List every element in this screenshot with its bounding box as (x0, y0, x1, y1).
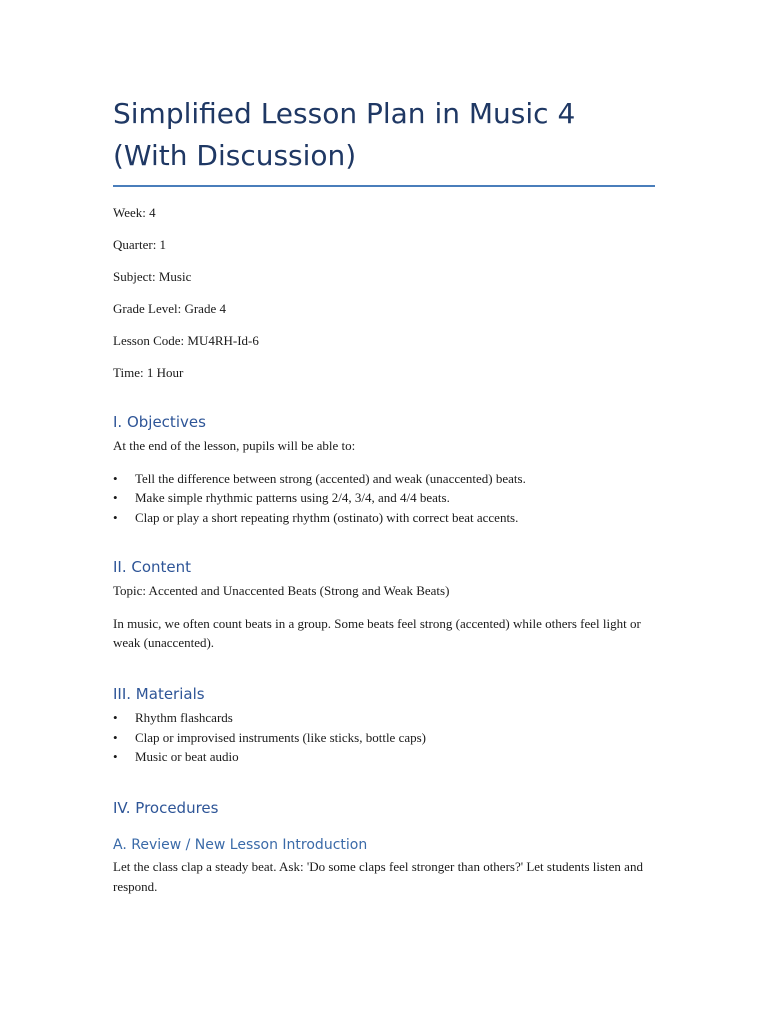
bullet-icon: • (113, 729, 118, 745)
materials-list (113, 708, 655, 767)
lesson-metadata (113, 205, 655, 381)
section-materials (113, 684, 655, 767)
meta-quarter: Quarter: 1 (113, 237, 167, 252)
bullet-icon: • (113, 509, 118, 525)
procedure-a-body: Let the class clap a steady beat. Ask: 'Do some claps feel stronger than others?' Let students listen and respond. (113, 859, 643, 894)
section-content (113, 557, 655, 653)
materials-heading: III. Materials (113, 685, 205, 703)
content-body: In music, we often count beats in a group. Some beats feel strong (accented) while others feel light or weak (unaccented). (113, 615, 641, 650)
bullet-icon: • (113, 470, 118, 486)
bullet-icon: • (113, 490, 118, 505)
bullet-icon: • (113, 710, 118, 725)
objectives-intro: At the end of the lesson, pupils will be able to: (113, 438, 356, 453)
list-item: • Rhythm flashcards (113, 708, 655, 728)
list-item: • Clap or improvised instruments (like sticks, bottle caps) (113, 728, 655, 748)
meta-lesson-code: Lesson Code: MU4RH-Id-6 (113, 333, 259, 348)
title-divider (113, 185, 655, 187)
objectives-list (113, 469, 655, 528)
meta-subject: Subject: Music (113, 269, 192, 284)
procedures-heading: IV. Procedures (113, 799, 219, 817)
list-item: • Music or beat audio (113, 747, 655, 767)
list-item: • Make simple rhythmic patterns using 2/4, 3/4, and 4/4 beats. (113, 488, 655, 508)
content-heading: II. Content (113, 558, 192, 576)
document-page (113, 93, 655, 397)
meta-grade-level: Grade Level: Grade 4 (113, 301, 226, 316)
objectives-heading: I. Objectives (113, 413, 206, 431)
section-objectives (113, 412, 655, 527)
meta-week: Week: 4 (113, 205, 156, 220)
document-title: Simplified Lesson Plan in Music 4 (With Discussion) (113, 97, 576, 172)
procedure-a-heading: A. Review / New Lesson Introduction (113, 837, 368, 853)
list-item: • Tell the difference between strong (accented) and weak (unaccented) beats. (113, 469, 655, 489)
section-procedures (113, 798, 655, 896)
bullet-icon: • (113, 749, 118, 764)
list-item: • Clap or play a short repeating rhythm (ostinato) with correct beat accents. (113, 508, 655, 528)
meta-time: Time: 1 Hour (113, 365, 184, 380)
content-topic: Topic: Accented and Unaccented Beats (Strong and Weak Beats) (113, 583, 450, 598)
